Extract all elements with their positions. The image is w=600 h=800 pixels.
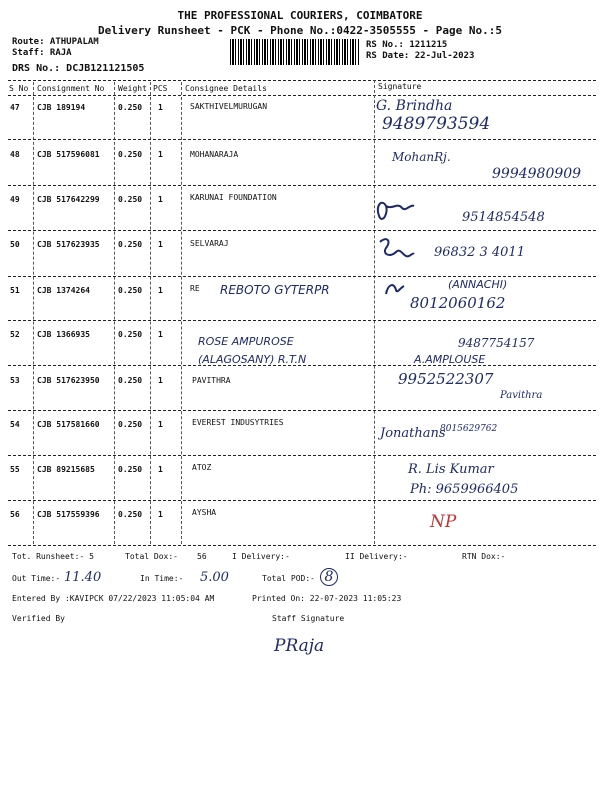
ii-delivery: II Delivery:-	[345, 552, 408, 561]
row-weight: 0.250	[118, 286, 143, 295]
printed-on: Printed On: 22-07-2023 11:05:23	[252, 594, 402, 603]
row-consignment: CJB 189194	[37, 103, 86, 112]
verified-by: Verified By	[12, 614, 65, 623]
out-time-value: 11.40	[64, 570, 102, 585]
barcode	[230, 39, 360, 65]
runsheet-subtitle: Delivery Runsheet - PCK - Phone No.:0422-3505555 - Page No.:5	[98, 24, 502, 37]
staff-signature-label: Staff Signature	[272, 614, 345, 623]
signature-name: A.AMPLOUSE	[414, 353, 486, 366]
signature-name: R. Lis Kumar	[408, 462, 494, 477]
row-sno: 54	[10, 420, 20, 429]
row-pcs: 1	[158, 150, 163, 159]
row-pcs: 1	[158, 240, 163, 249]
signature-phone: 8015629762	[440, 424, 498, 434]
col-consignee: Consignee Details	[185, 84, 267, 93]
row-rule	[8, 139, 596, 140]
row-sno: 51	[10, 286, 20, 295]
row-consignment: CJB 517581660	[37, 420, 100, 429]
row-sno: 53	[10, 376, 20, 385]
row-consignee: SELVARAJ	[190, 239, 229, 248]
signature-phone: Ph: 9659966405	[410, 482, 519, 497]
out-time-label: Out Time:-	[12, 574, 61, 583]
row-consignment: CJB 517642299	[37, 195, 100, 204]
row-weight: 0.250	[118, 330, 143, 339]
staff-signature-hand: PRaja	[274, 636, 325, 656]
route-label: Route: ATHUPALAM	[12, 37, 99, 47]
row-sno: 47	[10, 103, 20, 112]
total-dox-value: 56	[197, 552, 207, 561]
table-header-rule	[8, 95, 596, 96]
row-pcs: 1	[158, 195, 163, 204]
handwritten-consignee: ROSE AMPUROSE (ALAGOSANY) R.T.N	[198, 335, 307, 366]
in-time-label: In Time:-	[140, 574, 184, 583]
row-pcs: 1	[158, 420, 163, 429]
company-title: THE PROFESSIONAL COURIERS, COIMBATORE	[177, 9, 423, 22]
signature-phone: 9952522307	[398, 370, 494, 388]
row-weight: 0.250	[118, 195, 143, 204]
row-consignee: KARUNAI FOUNDATION	[190, 193, 277, 202]
signature-phone: 9514854548	[462, 210, 545, 225]
row-weight: 0.250	[118, 240, 143, 249]
row-pcs: 1	[158, 330, 163, 339]
table-top-rule	[8, 80, 596, 81]
total-pod-label: Total POD:-	[262, 574, 315, 583]
row-sno: 52	[10, 330, 20, 339]
rs-number: RS No.: 1211215	[366, 40, 448, 50]
rtn-dox: RTN Dox:-	[462, 552, 506, 561]
col-signature: Signature	[378, 82, 422, 91]
col-divider	[150, 82, 151, 544]
signature-scribble	[376, 234, 416, 264]
row-consignment: CJB 89215685	[37, 465, 95, 474]
not-present-mark: NP	[430, 512, 457, 532]
entered-by: Entered By :KAVIPCK 07/22/2023 11:05:04 AM	[12, 594, 215, 603]
drs-number: DRS No.: DCJB121121505	[12, 63, 145, 74]
row-consignee: PAVITHRA	[192, 376, 231, 385]
staff-label: Staff: RAJA	[12, 48, 72, 58]
signature-name: G. Brindha	[376, 98, 453, 114]
table-bottom-rule	[8, 545, 596, 546]
row-sno: 49	[10, 195, 20, 204]
row-consignee: EVEREST INDUSYTRIES	[192, 418, 284, 427]
signature-phone: 9489793594	[382, 114, 491, 134]
signature-phone: 9487754157	[458, 336, 535, 350]
col-divider	[33, 82, 34, 544]
row-weight: 0.250	[118, 103, 143, 112]
row-consignee: AYSHA	[192, 508, 217, 517]
row-pcs: 1	[158, 286, 163, 295]
handwritten-consignee: REBOTO GYTERPR	[220, 283, 330, 297]
signature-phone: 96832 3 4011	[434, 245, 525, 260]
col-weight: Weight	[118, 84, 147, 93]
signature-name: MohanRj.	[392, 150, 451, 164]
signature-phone: 8012060162	[410, 294, 506, 312]
row-rule	[8, 365, 596, 366]
signature-scribble	[384, 280, 406, 298]
row-consignee: SAKTHIVELMURUGAN	[190, 102, 268, 111]
row-rule	[8, 410, 596, 411]
row-consignee: RE	[190, 284, 200, 293]
row-sno: 48	[10, 150, 20, 159]
row-sno: 55	[10, 465, 20, 474]
row-consignment: CJB 517596081	[37, 150, 100, 159]
row-consignment: CJB 517623935	[37, 240, 100, 249]
col-divider	[181, 82, 182, 544]
tot-runsheet: Tot. Runsheet:- 5	[12, 552, 94, 561]
row-weight: 0.250	[118, 465, 143, 474]
row-pcs: 1	[158, 510, 163, 519]
row-pcs: 1	[158, 465, 163, 474]
i-delivery: I Delivery:-	[232, 552, 290, 561]
rs-date: RS Date: 22-Jul-2023	[366, 51, 475, 61]
row-sno: 50	[10, 240, 20, 249]
row-consignment: CJB 1374264	[37, 286, 90, 295]
row-pcs: 1	[158, 376, 163, 385]
row-weight: 0.250	[118, 510, 143, 519]
col-pcs: PCS	[153, 84, 168, 93]
signature-name: Pavithra	[500, 390, 543, 401]
row-consignment: CJB 517559396	[37, 510, 100, 519]
total-pod-value: 8	[320, 568, 338, 586]
signature-name: Jonathans	[380, 426, 446, 441]
col-divider	[374, 80, 375, 544]
row-rule	[8, 276, 596, 277]
row-consignment: CJB 517623950	[37, 376, 100, 385]
signature-phone: 9994980909	[492, 166, 582, 182]
row-rule	[8, 230, 596, 231]
row-pcs: 1	[158, 103, 163, 112]
row-weight: 0.250	[118, 420, 143, 429]
signature-name: (ANNACHI)	[448, 278, 508, 291]
row-consignment: CJB 1366935	[37, 330, 90, 339]
col-sno: S No	[9, 84, 29, 93]
signature-scribble	[372, 196, 416, 226]
total-dox-label: Total Dox:-	[125, 552, 178, 561]
row-consignee: MOHANARAJA	[190, 150, 239, 159]
row-rule	[8, 455, 596, 456]
in-time-value: 5.00	[200, 570, 229, 585]
row-weight: 0.250	[118, 150, 143, 159]
row-consignee: ATOZ	[192, 463, 212, 472]
col-divider	[114, 82, 115, 544]
col-consignment: Consignment No	[37, 84, 105, 93]
row-sno: 56	[10, 510, 20, 519]
row-rule	[8, 500, 596, 501]
row-rule	[8, 185, 596, 186]
row-weight: 0.250	[118, 376, 143, 385]
row-rule	[8, 320, 596, 321]
